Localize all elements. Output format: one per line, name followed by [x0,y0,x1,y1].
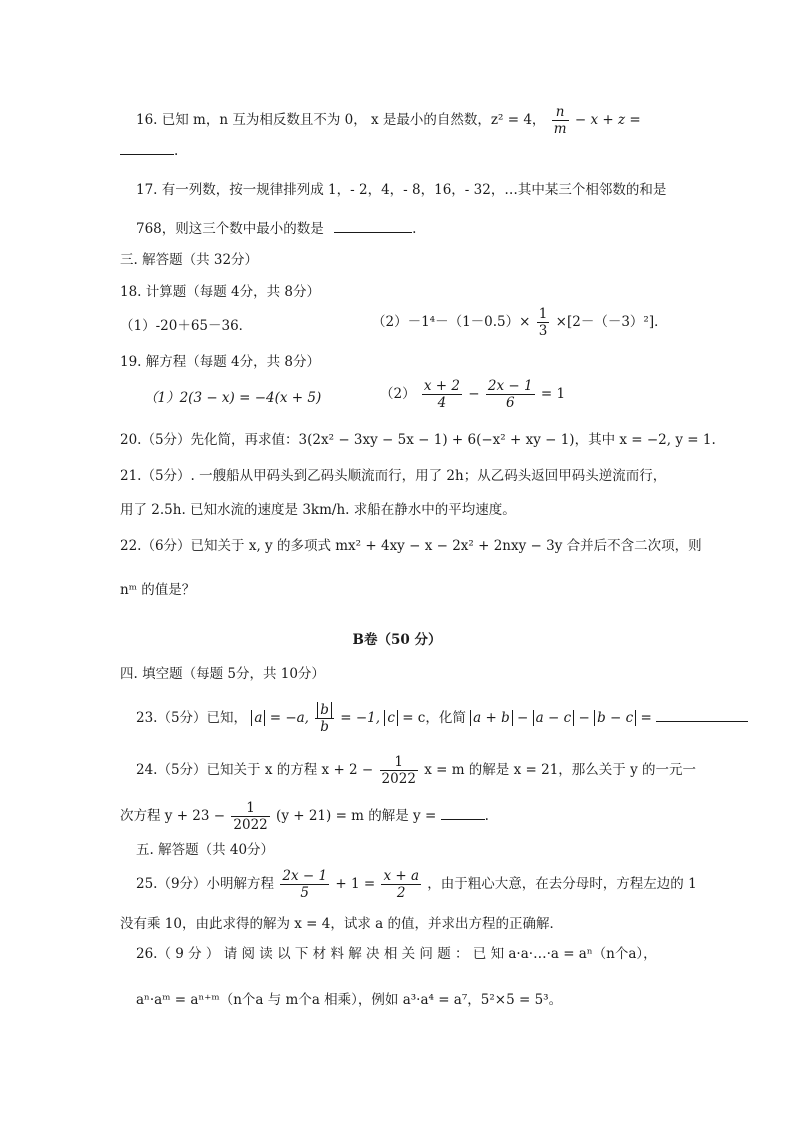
q24-line2: 次方程 y + 23 − $\frac{1}{2022}$ (y + 21) = m 的解是 y = . [120,800,489,833]
q19-f2-den: 6 [505,395,515,411]
section4-heading: 四. 填空题（每题 5分，共 10分） [120,666,325,682]
q19-title: 19. 解方程（每题 4分，共 8分） [120,354,321,370]
volume-b-heading: B卷（50 分） [352,632,442,648]
q23-answer-blank[interactable] [656,707,748,722]
q19-part2 [380,378,565,411]
q23-eq1: = −a, [269,710,309,726]
q26-line1: 26.（ 9 分 ） 请 阅 读 以 下 材 料 解 决 相 关 问 题 ： 已 知 a·a·…·a = aⁿ（n个a）， [136,946,657,962]
q17-line2: 768，则这三个数中最小的数是 . [136,218,416,239]
q25-mid: + 1 = [335,876,376,892]
q23-head: 23.（5分）已知， [136,710,248,726]
q18-frac-num: 1 [538,306,548,322]
q25-head: 25.（9分）小明解方程 [136,876,275,892]
q18-part2 [372,306,668,339]
q19-eq: = 1 [540,386,566,402]
q26-line2: aⁿ·aᵐ = aⁿ⁺ᵐ（n个a 与 m个a 相乘），例如 a³·a⁴ = a⁷，5²×5 = 5³。 [136,992,563,1008]
q16-tail: − x + z = [574,112,641,128]
q17-line2-text: 768，则这三个数中最小的数是 [136,221,324,237]
q24-line1 [136,754,696,787]
q24-line2-tail: (y + 21) = m 的解是 y = [276,808,437,824]
q24-tail: x = m 的解是 x = 21，那么关于 y 的一元一 [424,762,696,778]
q19-fraction-2 [486,378,535,411]
q23-minus1: − [517,710,529,726]
q22-line2: nᵐ 的值是？ [120,582,196,598]
q23-fraction [315,702,334,735]
q24-f2-num: 1 [231,800,269,817]
q23-abs-e1: a + b [470,710,513,726]
q16-line1 [136,104,641,137]
q25-f1-num: 2x − 1 [282,868,328,884]
q23-eq3: = c，化简 [402,710,466,726]
q17-line1: 17. 有一列数，按一规律排列成 1，- 2，4，- 8，16，- 32，…其中某三个相邻数的和是 [136,182,667,198]
q19-f2-num: 2x − 1 [487,378,533,394]
q16-answer-blank[interactable]: . [120,140,178,161]
q23-eq2: = −1, [340,710,381,726]
q16-fraction [552,104,569,137]
q25-f1-den: 5 [300,885,309,901]
q24-head: 24.（5分）已知关于 x 的方程 x + 2 − [136,762,374,778]
q25-fraction-2 [381,868,421,901]
q24-answer-blank[interactable] [441,805,485,820]
q23-abs-e2: a − c [533,710,575,726]
q18-p2-tail: ×[2－（－3）²]． [555,314,668,330]
q25-tail: ，由于粗心大意，在去分母时，方程左边的 1 [427,876,697,892]
q25-f2-den: 2 [396,885,406,901]
q23-abs-b: b [317,702,332,718]
q23-abs-c: c [384,710,398,726]
q16-text: 16. 已知 m，n 互为相反数且不为 0， x 是最小的自然数，z² = 4， [136,112,546,128]
q25-line2: 没有乘 10，由此求得的解为 x = 4，试求 a 的值，并求出方程的正确解． [120,916,563,932]
q21-line1: 21.（5分）. 一艘船从甲码头到乙码头顺流而行，用了 2h；从乙码头返回甲码头逆流而行， [120,468,667,484]
q19-fraction-1 [422,378,462,411]
q19-part1: （1）2(3 − x) = −4(x + 5) [144,390,322,406]
q23-minus2: − [578,710,590,726]
q16-frac-num: n [552,104,569,121]
q24-f2-den: 2022 [233,817,268,833]
q19-f1-den: 4 [437,395,447,411]
q17-answer-blank[interactable] [334,218,412,233]
q23-line [136,702,748,735]
q19-f1-num: x + 2 [423,378,460,394]
q24-f1-num: 1 [380,754,418,771]
q16-frac-den: m [553,121,567,137]
section5-heading: 五. 解答题（共 40分） [136,842,275,858]
q19-minus: − [468,386,480,402]
q22-line1: 22.（6分）已知关于 x, y 的多项式 mx² + 4xy − x − 2x² + 2nxy − 3y 合并后不含二次项，则 [120,538,702,554]
q21-line2: 用了 2.5h. 已知水流的速度是 3km/h. 求船在静水中的平均速度。 [120,502,516,518]
q24-fraction-1 [380,754,418,787]
q23-frac-den: b [320,719,329,735]
q24-fraction-2 [231,800,269,833]
q20-text: 20.（5分）先化简，再求值：3(2x² − 3xy − 5x − 1) + 6(−x² + xy − 1)，其中 x = −2, y = 1. [120,432,716,448]
q24-line2-head: 次方程 y + 23 − [120,808,226,824]
q19-p2-label: （2） [380,386,416,402]
q23-abs-e3: b − c [594,710,636,726]
q18-p2-head: （2）－1⁴－（1－0.5）× [372,314,531,330]
q18-title: 18. 计算题（每题 4分，共 8分） [120,284,321,300]
q25-f2-num: x + a [383,868,419,884]
q25-fraction-1 [280,868,329,901]
q18-part1: （1）-20＋65－36． [120,318,253,334]
q18-fraction [537,306,550,339]
q23-abs-a: a [251,710,265,726]
q25-line1 [136,868,697,901]
q23-eq4: = [640,710,652,726]
q18-frac-den: 3 [538,323,548,339]
section3-heading: 三. 解答题（共 32分） [120,252,259,268]
q24-f1-den: 2022 [381,771,416,787]
